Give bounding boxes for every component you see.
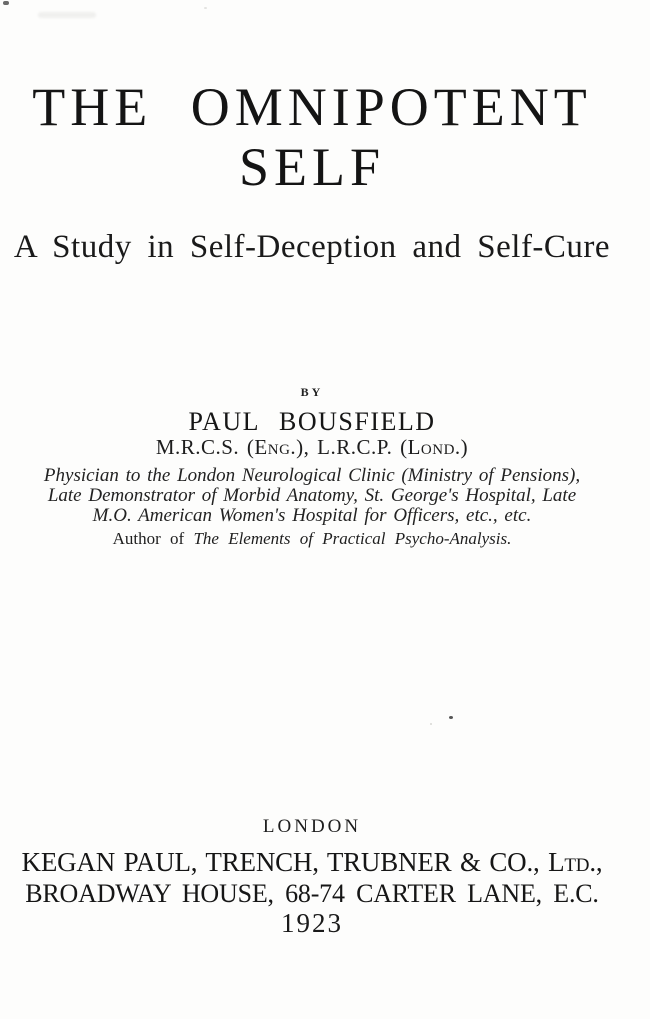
book-title-line-1: THE OMNIPOTENT	[32, 77, 592, 137]
author-of-work-title: The Elements of Practical Psycho-Analysis.	[193, 529, 512, 548]
by-label: BY	[300, 385, 324, 399]
imprint-year: 1923	[281, 908, 343, 938]
scan-speck	[449, 716, 453, 719]
scan-speck	[430, 723, 432, 725]
author-of-line	[0, 530, 624, 547]
imprint-city: LONDON	[262, 816, 362, 837]
scan-speck	[204, 7, 207, 9]
author-affiliation-line: M.O. American Women's Hospital for Officers, etc., etc.	[92, 505, 532, 526]
book-subtitle: A Study in Self-Deception and Self-Cure	[13, 229, 611, 265]
book-title-line-2: SELF	[238, 137, 386, 197]
author-credentials: M.R.C.S. (Eng.), L.R.C.P. (Lond.)	[155, 435, 469, 459]
author-affiliation-line: Physician to the London Neurological Clinic (Ministry of Pensions),	[43, 465, 581, 486]
author-affiliation-line: Late Demonstrator of Morbid Anatomy, St. George's Hospital, Late	[47, 485, 577, 506]
scan-smudge	[38, 12, 96, 18]
author-name: PAUL BOUSFIELD	[188, 407, 436, 436]
imprint-address: BROADWAY HOUSE, 68-74 CARTER LANE, E.C.	[25, 879, 599, 908]
author-of-label: Author of	[112, 529, 185, 548]
scan-speck	[3, 1, 9, 5]
imprint-publisher: KEGAN PAUL, TRENCH, TRUBNER & CO., Ltd.,	[21, 847, 603, 877]
